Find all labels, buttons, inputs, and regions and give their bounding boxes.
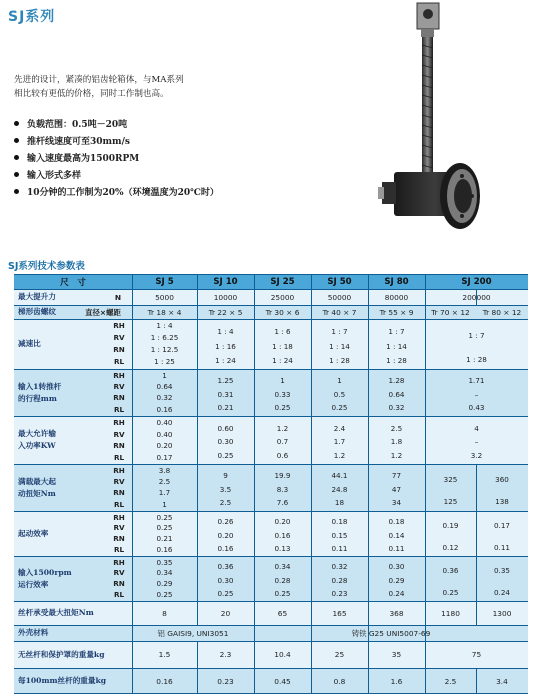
- row-label-text: 输入1转推杆: [18, 381, 62, 391]
- table-cell: 0.30: [217, 437, 234, 447]
- row-label: [18, 641, 105, 668]
- table-cell: 0.32: [331, 562, 348, 572]
- table-cell: 1.2: [390, 451, 403, 461]
- table-cell: 0.25: [274, 588, 291, 598]
- value-column: [132, 370, 197, 415]
- table-cell: 44.1: [331, 471, 348, 481]
- code-column: [110, 465, 128, 510]
- table-cell: Tr 80 × 12: [482, 307, 522, 317]
- value-column: [197, 557, 254, 600]
- feature-item: [14, 186, 219, 203]
- table-cell: 1.2: [333, 451, 346, 461]
- table-cell: 0.23: [331, 588, 348, 598]
- code-label: RN: [113, 534, 125, 544]
- value-column: [132, 320, 197, 368]
- table-cell: 0.25: [156, 512, 173, 522]
- table-cell: 1 : 7: [468, 330, 485, 340]
- table-header-model: SJ 50: [327, 276, 352, 287]
- value-column: [254, 320, 311, 368]
- table-cell: 9: [223, 471, 228, 481]
- table-cell: 1: [280, 376, 285, 386]
- table-cell: 0.23: [217, 676, 234, 686]
- table-cell: 1 : 4: [217, 327, 234, 337]
- table-cell: 0.35: [493, 566, 510, 575]
- table-header-size: 尺 寸: [60, 277, 86, 288]
- table-cell: 1.2: [276, 423, 289, 433]
- table-cell: 1.6: [390, 676, 403, 686]
- table-cell: 0.6: [276, 451, 289, 461]
- feature-text: 负载范围：0.5吨－20吨: [27, 120, 128, 130]
- table-cell: 5000: [155, 292, 174, 302]
- table-cell: 1.8: [390, 437, 403, 447]
- table-cell: 25000: [270, 292, 295, 302]
- table-cell: 0.33: [274, 389, 291, 399]
- feature-item: [14, 118, 219, 135]
- row-label-text: 的行程mm: [18, 393, 57, 403]
- row-label: [18, 369, 61, 416]
- table-cell: 0.11: [493, 542, 510, 552]
- table-cell: 18: [334, 498, 345, 508]
- table-header-model: SJ 25: [270, 276, 295, 287]
- bullet-icon: [14, 138, 19, 143]
- table-cell: 368: [389, 608, 404, 618]
- table-cell: 0.18: [331, 517, 348, 527]
- value-column: [197, 512, 254, 555]
- row-label-text: 丝杆承受最大扭矩Nm: [18, 608, 94, 617]
- bullet-icon: [14, 189, 19, 194]
- table-cell: 0.45: [274, 676, 291, 686]
- code-label: RV: [113, 333, 125, 343]
- code-label: RV: [113, 523, 125, 533]
- table-cell: 0.7: [276, 437, 289, 447]
- table-cell: 1 : 25: [154, 357, 175, 367]
- value-column: [311, 370, 368, 415]
- feature-text: 推杆线速度可至30mm/s: [27, 137, 130, 147]
- row-label-text: 最大提升力: [18, 292, 56, 301]
- table-cell: Tr 70 × 12: [431, 307, 470, 317]
- table-cell: Tr 22 × 5: [208, 307, 243, 317]
- table-cell: 1 : 24: [215, 356, 236, 366]
- feature-text: 10分钟的工作制为20%（环境温度为20℃时）: [27, 188, 219, 198]
- row-label-text: 每100mm丝杆的重量kg: [18, 676, 107, 685]
- table-cell: 1.7: [158, 488, 171, 498]
- table-cell: Tr 30 × 6: [265, 307, 300, 317]
- table-cell: 77: [391, 471, 402, 481]
- code-label: RL: [113, 452, 125, 462]
- row-label-text: 输入1500rpm: [18, 567, 72, 577]
- row-label-text: 最大允许输: [18, 429, 56, 438]
- table-cell: 325: [443, 474, 458, 484]
- unit-label: 直径×螺距: [85, 307, 121, 317]
- value-column: [476, 465, 528, 510]
- table-cell: 1.5: [158, 650, 171, 659]
- table-header-model: SJ 80: [384, 276, 409, 287]
- table-cell: 2.3: [219, 650, 232, 659]
- value-column: [425, 512, 476, 555]
- value-column: [254, 512, 311, 555]
- table-cell: 0.32: [388, 403, 405, 413]
- table-cell: 0.18: [388, 517, 405, 527]
- value-column: [368, 465, 425, 510]
- table-cell: 0.32: [156, 393, 173, 403]
- feature-item: [14, 169, 219, 186]
- value-column: [132, 417, 197, 463]
- row-label: [18, 556, 72, 601]
- table-cell: 0.25: [156, 589, 173, 599]
- table-cell: 0.8: [333, 676, 346, 686]
- table-cell: 0.17: [493, 521, 510, 530]
- table-cell: 0.60: [217, 423, 234, 433]
- table-cell: 0.21: [156, 534, 173, 544]
- table-cell: 35: [391, 650, 402, 659]
- row-label-text: 满载最大起: [18, 476, 56, 486]
- value-column: [197, 370, 254, 415]
- row-label: [18, 305, 56, 319]
- table-cell: 0.15: [331, 530, 348, 540]
- table-cell: 0.43: [468, 403, 485, 413]
- table-cell: 0.25: [217, 588, 234, 598]
- table-cell: 0.29: [156, 579, 173, 589]
- table-cell: 0.25: [274, 403, 291, 413]
- table-cell: 1 : 4: [156, 321, 173, 331]
- value-column: [132, 465, 197, 510]
- table-cell: 19.9: [274, 471, 291, 481]
- value-column: [476, 512, 528, 555]
- table-cell: 0.5: [333, 389, 346, 399]
- table-header-model: SJ 5: [155, 276, 174, 287]
- feature-text: 输入速度最高为1500RPM: [27, 154, 140, 164]
- table-cell: 铸铁 G25 UNI5007-69: [351, 628, 431, 638]
- table-cell: 50000: [327, 292, 352, 302]
- table-cell: 1 : 28: [466, 354, 487, 364]
- table-cell: 0.16: [156, 404, 173, 414]
- table-header-model: SJ 200: [461, 276, 492, 287]
- table-cell: 200000: [462, 292, 491, 302]
- table-cell: 0.36: [442, 566, 459, 575]
- table-cell: 0.17: [156, 452, 173, 462]
- code-label: RV: [113, 477, 125, 487]
- intro-line: 相比较有更低的价格，同时工作制也高。: [14, 89, 169, 99]
- code-label: RN: [113, 441, 125, 450]
- table-cell: 0.19: [442, 521, 459, 530]
- table-cell: 1180: [441, 608, 460, 618]
- table-cell: 138: [495, 497, 509, 507]
- value-column: [197, 465, 254, 510]
- table-cell: 1.28: [388, 376, 405, 386]
- code-column: [110, 417, 128, 463]
- table-cell: 1: [162, 370, 167, 380]
- table-cell: 1 : 14: [386, 341, 407, 351]
- code-label: RL: [113, 589, 125, 599]
- table-cell: 0.25: [331, 403, 348, 413]
- row-label: [18, 319, 41, 369]
- code-label: RN: [113, 393, 125, 403]
- table-cell: 8.3: [276, 484, 289, 494]
- table-cell: 0.36: [217, 562, 234, 572]
- table-cell: 1300: [492, 608, 512, 618]
- feature-text: 输入形式多样: [27, 171, 82, 181]
- table-cell: 2.5: [390, 423, 403, 433]
- unit-label: N: [114, 292, 122, 302]
- table-cell: 0.11: [331, 543, 348, 553]
- table-cell: 1 : 6.25: [150, 333, 179, 343]
- value-column: [254, 465, 311, 510]
- table-cell: 165: [332, 608, 347, 618]
- table-cell: 0.13: [274, 543, 291, 553]
- bullet-icon: [14, 172, 19, 177]
- table-cell: 1 : 7: [331, 327, 348, 337]
- code-label: RV: [113, 568, 125, 578]
- table-cell: 2.4: [333, 423, 346, 433]
- table-header-model: SJ 10: [213, 276, 238, 287]
- table-cell: 8: [162, 608, 167, 618]
- code-label: RL: [113, 544, 125, 554]
- feature-list: [14, 118, 219, 203]
- table-cell: 65: [277, 608, 288, 618]
- table-cell: 1 : 7: [388, 327, 405, 337]
- code-label: RH: [113, 465, 125, 475]
- table-cell: 4: [474, 423, 479, 433]
- table-cell: 0.25: [217, 451, 234, 461]
- code-label: RH: [113, 557, 125, 567]
- code-label: RL: [113, 404, 125, 414]
- table-cell: 1 : 16: [215, 341, 236, 351]
- value-column: [425, 465, 476, 510]
- table-cell: 0.20: [217, 530, 234, 540]
- value-column: [311, 417, 368, 463]
- bullet-icon: [14, 121, 19, 126]
- table-cell: 0.16: [274, 530, 291, 540]
- table-cell: –: [474, 437, 479, 447]
- row-label: [18, 416, 56, 464]
- value-column: [311, 320, 368, 368]
- table-cell: 80000: [384, 292, 409, 302]
- table-cell: 25: [334, 650, 345, 659]
- table-cell: 34: [391, 498, 402, 508]
- row-label-text: 减速比: [18, 339, 41, 348]
- table-cell: 7.6: [276, 498, 289, 508]
- row-label-text: 梯形齿螺纹: [18, 307, 56, 316]
- table-cell: Tr 40 × 7: [322, 307, 357, 317]
- table-cell: 0.20: [156, 441, 173, 450]
- table-cell: 2.5: [444, 676, 457, 686]
- row-label: [18, 289, 56, 305]
- table-cell: 0.34: [274, 562, 291, 572]
- table-cell: 1 : 28: [329, 356, 350, 366]
- value-column: [368, 417, 425, 463]
- table-cell: –: [474, 389, 479, 399]
- table-cell: 0.35: [156, 557, 173, 567]
- table-cell: 1 : 14: [329, 341, 350, 351]
- table-cell: 1 : 24: [272, 356, 293, 366]
- code-label: RV: [113, 429, 125, 439]
- table-cell: 1 : 28: [386, 356, 407, 366]
- table-cell: 0.16: [156, 676, 173, 686]
- row-label-text: 起动效率: [18, 528, 49, 538]
- value-column: [311, 557, 368, 600]
- row-label: [18, 625, 48, 641]
- row-label-text: 无丝杆和保护罩的重量kg: [18, 649, 105, 659]
- table-cell: 0.29: [388, 575, 405, 585]
- code-column: [110, 370, 128, 415]
- table-cell: 0.25: [156, 523, 173, 533]
- row-label: [18, 601, 94, 625]
- table-cell: 0.28: [331, 575, 348, 585]
- value-column: [425, 320, 528, 368]
- table-cell: 1 : 18: [272, 341, 293, 351]
- table-cell: 1: [162, 499, 167, 509]
- row-label: [18, 511, 48, 556]
- intro-text: [14, 73, 264, 101]
- table-cell: 47: [391, 484, 402, 494]
- code-label: RL: [113, 357, 125, 367]
- table-cell: 0.64: [388, 389, 405, 399]
- table-cell: 125: [443, 497, 458, 507]
- table-cell: 0.12: [442, 542, 459, 552]
- table-cell: 3.8: [158, 465, 171, 475]
- table-cell: 0.14: [388, 530, 405, 540]
- code-label: RN: [113, 579, 125, 589]
- table-cell: 0.40: [156, 418, 173, 427]
- value-column: [254, 417, 311, 463]
- code-label: RN: [113, 345, 125, 355]
- table-cell: 2.5: [158, 477, 171, 487]
- table-cell: 0.24: [493, 587, 510, 597]
- row-label: [18, 464, 56, 511]
- table-cell: 0.16: [156, 544, 173, 554]
- screw-jack-product-photo: [372, 0, 532, 245]
- value-column: [476, 557, 528, 600]
- intro-line: 先进的设计，紧凑的铝齿轮箱体，与MA系列: [14, 75, 184, 85]
- code-column: [110, 512, 128, 555]
- feature-item: [14, 135, 219, 152]
- table-cell: 0.30: [388, 562, 405, 572]
- value-column: [368, 370, 425, 415]
- code-label: RH: [113, 512, 125, 522]
- value-column: [425, 557, 476, 600]
- table-cell: 360: [495, 474, 509, 484]
- table-cell: 0.16: [217, 543, 234, 553]
- table-cell: 0.30: [217, 575, 234, 585]
- row-label: [18, 668, 106, 694]
- table-cell: 2.5: [219, 498, 232, 508]
- value-column: [132, 557, 197, 600]
- code-label: RL: [113, 499, 125, 509]
- value-column: [132, 512, 197, 555]
- table-cell: 3.2: [470, 451, 483, 461]
- row-label-text: 动扭矩Nm: [18, 488, 56, 498]
- table-cell: 0.21: [217, 403, 234, 413]
- table-cell: 0.24: [388, 588, 405, 598]
- table-cell: 0.20: [274, 517, 291, 527]
- table-cell: 1.71: [468, 376, 485, 386]
- bullet-icon: [14, 155, 19, 160]
- table-cell: 24.8: [331, 484, 348, 494]
- value-column: [311, 512, 368, 555]
- table-cell: 铝 GAISI9, UNI3051: [157, 628, 229, 638]
- code-label: RN: [113, 488, 125, 498]
- table-cell: Tr 55 × 9: [379, 307, 414, 317]
- table-cell: Tr 18 × 4: [147, 307, 182, 317]
- section-title: SJ系列技术参数表: [8, 261, 85, 272]
- value-column: [254, 370, 311, 415]
- row-label-text: 入功率KW: [18, 441, 56, 450]
- value-column: [311, 465, 368, 510]
- table-cell: 1: [337, 376, 342, 386]
- row-label-text: 外壳材料: [18, 628, 49, 637]
- table-cell: 1 : 12.5: [150, 345, 179, 355]
- page-title: SJ系列: [8, 9, 56, 25]
- code-label: RH: [113, 370, 125, 380]
- table-cell: 1 : 6: [274, 327, 291, 337]
- table-cell: 0.26: [217, 517, 234, 527]
- code-column: [110, 557, 128, 600]
- code-label: RH: [113, 321, 125, 331]
- table-cell: 0.34: [156, 568, 173, 578]
- table-cell: 0.64: [156, 382, 173, 392]
- table-cell: 75: [471, 650, 482, 659]
- table-cell: 3.4: [496, 676, 508, 686]
- code-column: [110, 320, 128, 368]
- row-label-text: 运行效率: [18, 579, 49, 589]
- code-label: RH: [113, 418, 125, 427]
- value-column: [425, 370, 528, 415]
- table-cell: 1.25: [217, 376, 234, 386]
- feature-item: [14, 152, 219, 169]
- table-cell: 10.4: [274, 650, 291, 659]
- value-column: [368, 512, 425, 555]
- table-cell: 0.25: [442, 587, 459, 597]
- value-column: [197, 320, 254, 368]
- table-cell: 0.31: [217, 389, 234, 399]
- table-cell: 1.7: [333, 437, 346, 447]
- value-column: [254, 557, 311, 600]
- table-cell: 3.5: [219, 484, 232, 494]
- value-column: [368, 320, 425, 368]
- table-cell: 0.11: [388, 543, 405, 553]
- table-cell: 10000: [213, 292, 238, 302]
- table-cell: 20: [220, 608, 231, 618]
- spec-table: [14, 274, 528, 694]
- value-column: [425, 417, 528, 463]
- code-label: RV: [113, 382, 125, 392]
- value-column: [197, 417, 254, 463]
- table-cell: 0.40: [156, 429, 173, 439]
- value-column: [368, 557, 425, 600]
- table-cell: 0.28: [274, 575, 291, 585]
